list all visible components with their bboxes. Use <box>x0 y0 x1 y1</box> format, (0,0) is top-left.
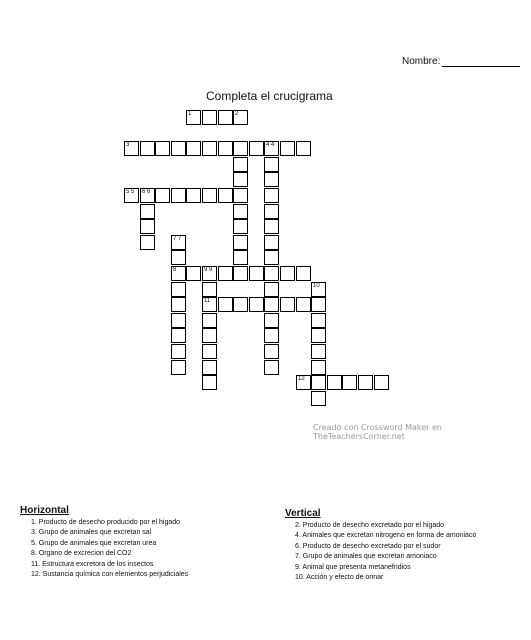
crossword-cell[interactable] <box>296 266 311 281</box>
crossword-cell[interactable] <box>264 266 279 281</box>
crossword-cell[interactable] <box>264 282 279 297</box>
clue-number: 10 <box>313 283 320 289</box>
crossword-cell[interactable] <box>155 141 170 156</box>
vertical-clue: 9. Animal que presenta metanefridios <box>295 563 411 571</box>
horizontal-clue: 8. Organo de excrecion del CO2 <box>31 550 132 558</box>
crossword-cell[interactable] <box>171 344 186 359</box>
crossword-cell[interactable] <box>202 360 217 375</box>
crossword-cell[interactable] <box>311 391 326 406</box>
crossword-cell[interactable] <box>171 188 186 203</box>
crossword-cell[interactable] <box>202 344 217 359</box>
horizontal-heading: Horizontal <box>20 505 69 516</box>
crossword-cell[interactable] <box>264 313 279 328</box>
crossword-cell[interactable] <box>171 313 186 328</box>
crossword-cell[interactable] <box>233 204 248 219</box>
crossword-cell[interactable] <box>280 266 295 281</box>
crossword-cell[interactable] <box>311 375 326 390</box>
crossword-cell[interactable] <box>264 297 279 312</box>
crossword-cell[interactable] <box>171 250 186 265</box>
crossword-cell[interactable] <box>264 328 279 343</box>
crossword-cell[interactable] <box>233 172 248 187</box>
crossword-cell[interactable] <box>186 266 201 281</box>
horizontal-clue: 12. Sustancia química con elementos perjudiciales <box>31 571 189 579</box>
clue-number: 3 <box>126 142 130 148</box>
page-title: Completa el crucigrama <box>206 89 333 103</box>
crossword-cell[interactable] <box>202 313 217 328</box>
clue-number: 4 4 <box>266 142 275 148</box>
vertical-clue: 2. Producto de desecho excretado por el higado <box>295 522 445 529</box>
crossword-cell[interactable] <box>374 375 389 390</box>
crossword-cell[interactable] <box>233 235 248 250</box>
crossword-cell[interactable] <box>311 344 326 359</box>
crossword-cell[interactable] <box>202 141 217 156</box>
crossword-cell[interactable] <box>218 188 233 203</box>
horizontal-clue: 5. Grupo de animales que excretan urea <box>31 539 157 547</box>
clue-number: 8 <box>173 267 177 273</box>
crossword-cell[interactable] <box>311 313 326 328</box>
crossword-cell[interactable] <box>124 141 139 156</box>
vertical-clues <box>285 508 525 583</box>
crossword-cell[interactable] <box>202 297 217 312</box>
crossword-cell[interactable] <box>264 141 279 156</box>
vertical-clue: 7. Grupo de animales que excretan amoniaco <box>295 553 437 561</box>
crossword-cell[interactable] <box>233 250 248 265</box>
crossword-cell[interactable] <box>280 297 295 312</box>
crossword-cell[interactable] <box>327 375 342 390</box>
crossword-cell[interactable] <box>140 235 155 250</box>
clue-number: 2 <box>235 111 239 117</box>
crossword-cell[interactable] <box>311 297 326 312</box>
crossword-cell[interactable] <box>140 219 155 234</box>
crossword-cell[interactable] <box>264 157 279 172</box>
crossword-cell[interactable] <box>296 141 311 156</box>
name-label: Nombre: <box>402 56 441 67</box>
clue-number: 12 <box>298 376 305 382</box>
crossword-cell[interactable] <box>202 110 217 125</box>
crossword-cell[interactable] <box>186 141 201 156</box>
crossword-cell[interactable] <box>171 282 186 297</box>
crossword-cell[interactable] <box>186 110 201 125</box>
crossword-cell[interactable] <box>264 360 279 375</box>
crossword-cell[interactable] <box>249 266 264 281</box>
crossword-cell[interactable] <box>171 235 186 250</box>
vertical-clue: 6. Producto de desecho excretado por el sudor <box>295 542 441 550</box>
crossword-cell[interactable] <box>202 375 217 390</box>
horizontal-clue: 11. Estructura excretora de los insectos <box>31 560 154 568</box>
crossword-cell[interactable] <box>233 110 248 125</box>
clue-number: 7 7 <box>173 236 182 242</box>
crossword-cell[interactable] <box>140 141 155 156</box>
crossword-cell[interactable] <box>311 282 326 297</box>
vertical-clue: 4. Animales que excretan nitrogeno en forma de amoniaco <box>295 532 477 540</box>
crossword-cell[interactable] <box>233 188 248 203</box>
crossword-cell[interactable] <box>186 188 201 203</box>
crossword-cell[interactable] <box>280 141 295 156</box>
crossword-cell[interactable] <box>171 360 186 375</box>
crossword-cell[interactable] <box>233 157 248 172</box>
crossword-cell[interactable] <box>202 282 217 297</box>
crossword-cell[interactable] <box>171 141 186 156</box>
crossword-cell[interactable] <box>171 266 186 281</box>
horizontal-clues <box>20 505 280 580</box>
clue-number: 9 9 <box>204 267 213 273</box>
crossword-cell[interactable] <box>218 266 233 281</box>
crossword-cell[interactable] <box>155 188 170 203</box>
crossword-cell[interactable] <box>296 297 311 312</box>
vertical-clue: 10. Acción y efecto de orinar <box>295 574 384 582</box>
clue-number: 1 <box>188 111 192 117</box>
credit-text: Creado con Crossword Maker en TheTeachersCorner.net <box>313 423 442 441</box>
vertical-heading: Vertical <box>285 508 321 519</box>
crossword-cell[interactable] <box>342 375 357 390</box>
crossword-cell[interactable] <box>202 188 217 203</box>
crossword-cell[interactable] <box>218 297 233 312</box>
horizontal-clue: 1. Producto de desecho producido por el higado <box>31 519 181 526</box>
crossword-cell[interactable] <box>233 219 248 234</box>
crossword-cell[interactable] <box>264 172 279 187</box>
crossword-cell[interactable] <box>249 297 264 312</box>
crossword-cell[interactable] <box>124 188 139 203</box>
crossword-cell[interactable] <box>264 250 279 265</box>
crossword-cell[interactable] <box>171 328 186 343</box>
crossword-cell[interactable] <box>264 188 279 203</box>
crossword-cell[interactable] <box>233 141 248 156</box>
crossword-cell[interactable] <box>311 328 326 343</box>
crossword-cell[interactable] <box>264 235 279 250</box>
crossword-cell[interactable] <box>218 110 233 125</box>
crossword-cell[interactable] <box>264 344 279 359</box>
clue-number: 6 6 <box>142 189 151 195</box>
clue-number: 5 5 <box>126 189 135 195</box>
crossword-cell[interactable] <box>296 375 311 390</box>
crossword-cell[interactable] <box>358 375 373 390</box>
crossword-cell[interactable] <box>264 204 279 219</box>
horizontal-clue: 3. Grupo de animales que excretan sal <box>31 529 152 537</box>
crossword-cell[interactable] <box>140 204 155 219</box>
crossword-cell[interactable] <box>233 266 248 281</box>
crossword-cell[interactable] <box>311 360 326 375</box>
crossword-cell[interactable] <box>218 141 233 156</box>
crossword-cell[interactable] <box>249 141 264 156</box>
crossword-cell[interactable] <box>171 297 186 312</box>
crossword-cell[interactable] <box>202 328 217 343</box>
crossword-cell[interactable] <box>233 297 248 312</box>
crossword-cell[interactable] <box>140 188 155 203</box>
clue-number: 11 <box>204 298 211 304</box>
crossword-cell[interactable] <box>202 266 217 281</box>
crossword-cell[interactable] <box>264 219 279 234</box>
